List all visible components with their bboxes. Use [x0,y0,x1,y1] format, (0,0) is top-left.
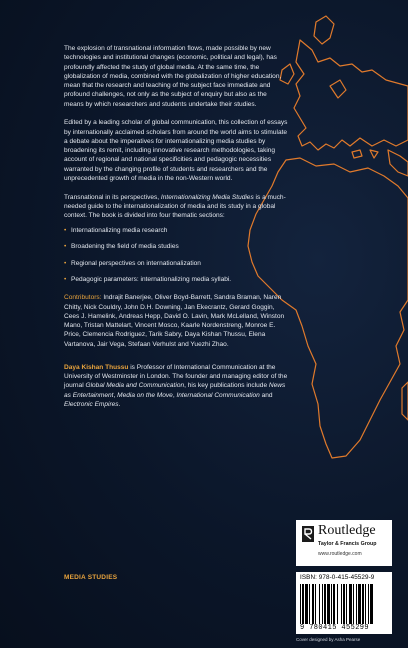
contributors-names: Indrajit Banerjee, Oliver Boyd-Barrett, Sandra Braman, Naren Chitty, Nick Couldry, John D.H. Downing, Jan Ekecrantz, Gerard Goggin, Cees J. Hamelink, Andreas Hepp, David O. Lavin, Mark McLelland, Winston Mano, Tristan Mattelart, Vincent Mosco, Kaarle Nordenstreng, Monroe E. Price, Clemencia Rodriguez, Tarik Sabry, Daya Kishan Thussu, Elena Vartanova, Jair Vega, Stefaan Verhulst and Yuezhi Zhao. [64,294,285,348]
barcode-bar [358,584,361,624]
author-bio: Daya Kishan Thussu is Professor of International Communication at the University of Westminster in London. The founder and managing editor of the journal Global Media and Communication, his key publications include News as Entertainment, Media on the Move, International Communication and Electronic Empires. [64,363,288,408]
barcode-bar [356,584,357,624]
barcode-bar [327,584,330,624]
barcode-bar [337,584,338,624]
barcode-bar [353,584,354,624]
isbn-box [296,572,392,634]
barcode-bar [312,584,314,624]
barcode-bar [305,584,308,624]
publisher-group: Taylor & Francis Group [318,541,377,547]
publisher-url: www.routledge.com [318,551,362,557]
contributors [64,293,288,349]
blurb-paragraph: Edited by a leading scholar of global communication, this collection of essays by internationally acclaimed scholars from around the world aims to stimulate a debate about the imperatives for internationalizing media studies by broadening its remit, including innovative research methodologies, taking account of regional and national specificities and pedagogic necessities warranted by the changing profile of students and researchers and the unprecedented growth of media in the non-Western world. [64,119,288,182]
bullet-icon: • [64,259,67,267]
barcode-bar [302,584,304,624]
barcode-bar [349,584,352,624]
list-item: • Internationalizing media research [64,226,168,234]
list-item: • Regional perspectives on internationalization [64,259,201,267]
book-title: Internationalizing Media Studies [160,193,254,201]
isbn-label: ISBN: 978-0-415-45529-9 [300,574,375,581]
routledge-logo-icon [302,526,314,542]
blurb-paragraph: The explosion of transnational information flows, made possible by new technologies and institutional changes (economic, political and legal), has profoundly affected the study of global media. At the same time, the globalization of media, combined with the globalization of higher education, mean that the research and teaching of the subject face immediate and profound challenges, not only as the subject of enquiry but also as the means by which researchers and students undertake their studies. [64,45,282,108]
barcode-bar [346,584,347,624]
publisher-name: Routledge [318,523,376,538]
ean-digits: 9 780415 455299 [300,624,370,632]
barcode-bar [362,584,364,624]
barcode-bar [370,584,373,624]
barcode-bar [315,584,316,624]
sections-list [64,226,288,285]
barcode [300,584,388,624]
barcode-bar [309,584,310,624]
contributors-label: Contributors: [64,294,102,302]
bullet-icon: • [64,226,67,234]
barcode-bar [341,584,342,624]
intro-paragraph: Transnational in its perspectives, Internationalizing Media Studies is a much-needed guide to the internationalization of media and its study in a global context. The book is divided into four thematic sections: [64,193,286,219]
barcode-bar [300,584,301,624]
list-item: • Pedagogic parameters: internationalizing media syllabi. [64,276,232,284]
bullet-icon: • [64,276,67,284]
cover-credit: Cover designed by Asha Pearse [296,637,361,642]
bullet-icon: • [64,243,67,251]
blurb [64,44,288,419]
barcode-bar [319,584,320,624]
barcode-bar [368,584,369,624]
barcode-bar [331,584,332,624]
barcode-bar [343,584,345,624]
subject-category: MEDIA STUDIES [64,574,118,581]
barcode-bar [322,584,323,624]
publisher-box [296,520,392,566]
barcode-bar [324,584,326,624]
barcode-bar [333,584,335,624]
list-item: • Broadening the field of media studies [64,243,179,251]
author-name: Daya Kishan Thussu [64,363,129,371]
barcode-bar [365,584,366,624]
